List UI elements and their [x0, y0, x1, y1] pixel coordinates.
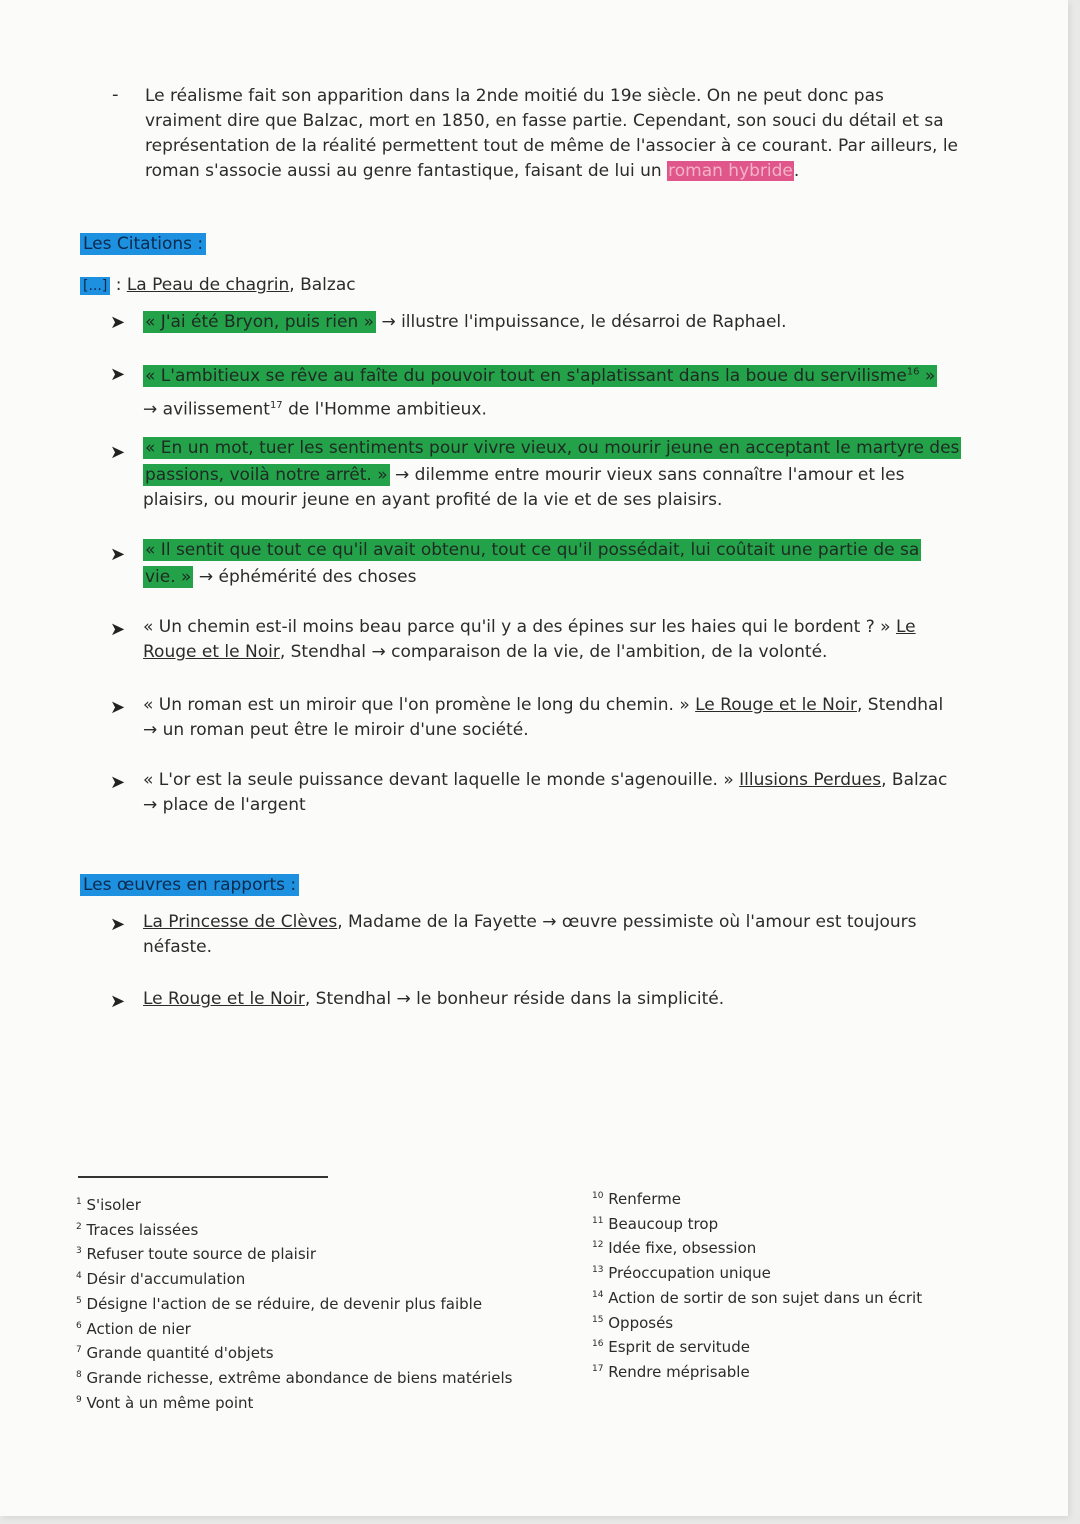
footnote-number: 15	[592, 1314, 604, 1325]
footnote-text: Vont à un même point	[86, 1393, 254, 1412]
footnote-number: 16	[592, 1339, 604, 1350]
footnote	[76, 1340, 556, 1365]
citation-item	[143, 538, 963, 590]
footnote	[592, 1186, 1012, 1211]
footnote-number: 14	[592, 1289, 604, 1300]
citation-item	[143, 436, 983, 513]
footnote-number: 9	[76, 1394, 82, 1405]
footnote-text: Désigne l'action de se réduire, de devenir plus faible	[86, 1294, 483, 1313]
footnote-text: Désir d'accumulation	[86, 1270, 246, 1289]
citations-heading	[80, 234, 206, 254]
footnote-number: 4	[76, 1271, 82, 1282]
bullet-arrow-icon: ➤	[110, 914, 126, 935]
oeuvre-title: Le Rouge et le Noir	[143, 989, 305, 1009]
footnote-number: 12	[592, 1240, 604, 1251]
citation-author: , Stendhal	[279, 642, 367, 662]
footnote-text: Idée fixe, obsession	[608, 1239, 757, 1258]
citation-quote: « Un chemin est-il moins beau parce qu'il y a des épines sur les haies qui le bordent ? »	[143, 617, 891, 637]
footnote	[76, 1241, 556, 1266]
citation-comment: → un roman peut être le miroir d'une société.	[143, 720, 529, 740]
bullet-arrow-icon: ➤	[110, 544, 126, 565]
citation-work-title-1: Le	[895, 617, 916, 637]
intro-bullet: -	[112, 84, 119, 105]
citation-author: , Stendhal	[856, 695, 944, 715]
citation-comment: → éphémérité des choses	[198, 567, 417, 587]
citation-quote: « Un roman est un miroir que l'on promène le long du chemin. »	[143, 695, 690, 715]
footnote-text: Opposés	[608, 1313, 674, 1332]
intro-line-1: Le réalisme fait son apparition dans la 2nde moitié du 19e siècle. On ne peut donc pas	[145, 86, 884, 106]
footnote-text: Traces laissées	[86, 1220, 199, 1239]
intro-line-2: vraiment dire que Balzac, mort en 1850, en fasse partie. Cependant, son souci du détail et sa	[145, 111, 944, 131]
footnote-text: Renferme	[608, 1190, 681, 1208]
footnote-text: Action de sortir de son sujet dans un écrit	[608, 1288, 923, 1307]
intro-paragraph	[145, 84, 1025, 184]
footnote-ref: 17	[269, 399, 283, 411]
citation-item	[143, 310, 787, 335]
footnote-text: Préoccupation unique	[608, 1264, 771, 1283]
footnote-number: 6	[76, 1320, 82, 1331]
footnote-number: 2	[76, 1221, 82, 1232]
citation-item	[143, 768, 1023, 818]
citation-quote-line-2: vie. »	[145, 567, 192, 587]
citation-author: , Balzac	[881, 770, 948, 790]
citation-comment: → illustre l'impuissance, le désarroi de Raphael.	[381, 312, 787, 332]
oeuvre-comment-line-1: → œuvre pessimiste où l'amour est toujours	[542, 912, 917, 932]
oeuvre-title: La Princesse de Clèves	[143, 912, 338, 932]
citation-quote-end: »	[919, 365, 936, 386]
footnote-number: 17	[592, 1363, 604, 1374]
oeuvres-heading-text: Les œuvres en rapports :	[80, 874, 299, 896]
footnote-separator	[78, 1176, 328, 1178]
footnote	[592, 1285, 1012, 1310]
footnote	[76, 1217, 556, 1242]
footnote	[76, 1365, 556, 1390]
bullet-arrow-icon: ➤	[110, 442, 126, 463]
bullet-arrow-icon: ➤	[110, 312, 126, 333]
footnote	[592, 1235, 1012, 1260]
footnote	[76, 1266, 556, 1291]
source-title: La Peau de chagrin	[126, 275, 290, 295]
citation-item	[143, 615, 1003, 665]
intro-line-3: représentation de la réalité permettent tout de même de l'associer à ce courant. Par ailleurs, le	[145, 136, 959, 156]
oeuvre-comment-line-2: néfaste.	[143, 937, 213, 957]
citation-work-title: Illusions Perdues	[739, 770, 882, 790]
footnotes-right	[592, 1186, 1012, 1384]
citation-comment: → avilissement	[143, 399, 270, 420]
footnote-text: S'isoler	[86, 1196, 141, 1214]
bullet-arrow-icon: ➤	[110, 619, 126, 640]
footnote-text: Refuser toute source de plaisir	[86, 1245, 316, 1264]
source-separator: :	[115, 275, 122, 295]
citation-comment: → comparaison de la vie, de l'ambition, de la volonté.	[371, 642, 828, 662]
footnote-number: 5	[76, 1295, 82, 1306]
oeuvres-heading	[80, 875, 299, 895]
footnote	[76, 1192, 556, 1217]
oeuvre-author: , Madame de la Fayette	[337, 912, 537, 932]
footnote-text: Grande quantité d'objets	[86, 1344, 274, 1363]
footnote	[76, 1316, 556, 1341]
footnote-text: Rendre méprisable	[608, 1362, 750, 1381]
footnote	[76, 1291, 556, 1316]
highlight-roman-hybride: roman hybride	[668, 161, 793, 181]
citation-quote-line-1: « Il sentit que tout ce qu'il avait obtenu, tout ce qu'il possédait, lui coûtait une partie de sa	[145, 540, 920, 560]
citation-item	[143, 693, 1003, 743]
footnote-number: 10	[592, 1191, 604, 1201]
citation-quote: « J'ai été Bryon, puis rien »	[145, 312, 375, 332]
oeuvre-author: , Stendhal	[304, 989, 392, 1009]
citation-quote	[143, 365, 937, 387]
footnote-number: 11	[592, 1215, 604, 1226]
citations-source	[80, 273, 356, 299]
oeuvre-item	[143, 910, 983, 960]
footnote	[592, 1260, 1012, 1285]
citation-quote: « L'or est la seule puissance devant laquelle le monde s'agenouille. »	[143, 770, 734, 790]
footnote	[592, 1334, 1012, 1359]
citation-quote-line-2: passions, voilà notre arrêt. »	[145, 465, 388, 485]
bullet-arrow-icon: ➤	[110, 772, 126, 793]
footnote-number: 3	[76, 1246, 82, 1257]
footnote	[76, 1390, 556, 1415]
footnote-ref: 16	[906, 366, 920, 377]
citation-work-title-2: Rouge et le Noir	[143, 642, 280, 662]
footnote-number: 13	[592, 1265, 604, 1276]
footnote	[592, 1211, 1012, 1236]
footnote-number: 1	[76, 1197, 82, 1207]
source-author: , Balzac	[289, 275, 356, 295]
citation-comment-end: de l'Homme ambitieux.	[282, 399, 487, 420]
citations-heading-text: Les Citations :	[80, 233, 206, 255]
citation-comment-line-2: plaisirs, ou mourir jeune en ayant profité de la vie et de ses plaisirs.	[143, 490, 723, 510]
intro-line-4	[145, 159, 1025, 184]
footnote-text: Grande richesse, extrême abondance de biens matériels	[86, 1368, 513, 1387]
oeuvre-comment: → le bonheur réside dans la simplicité.	[396, 989, 725, 1009]
citation-quote-line-1: « En un mot, tuer les sentiments pour vivre vieux, ou mourir jeune en acceptant le martyre des	[145, 438, 960, 458]
citation-work-title: Le Rouge et le Noir	[695, 695, 857, 715]
citation-comment-line-1: → dilemme entre mourir vieux sans connaître l'amour et les	[395, 465, 905, 485]
footnote-text: Beaucoup trop	[608, 1214, 719, 1233]
footnote	[592, 1359, 1012, 1384]
bullet-arrow-icon: ➤	[110, 364, 126, 385]
footnote-text: Action de nier	[86, 1319, 191, 1338]
bullet-arrow-icon: ➤	[110, 991, 126, 1012]
intro-line-4-text: roman s'associe aussi au genre fantastique, faisant de lui un	[145, 161, 662, 181]
bullet-arrow-icon: ➤	[110, 697, 126, 718]
citation-item	[143, 359, 963, 422]
footnotes-left	[76, 1192, 556, 1414]
footnote	[592, 1310, 1012, 1335]
footnote-number: 7	[76, 1345, 82, 1356]
source-tag: [...]	[80, 277, 110, 295]
footnote-number: 8	[76, 1369, 82, 1380]
footnote-text: Esprit de servitude	[608, 1338, 750, 1357]
citation-quote-text: « L'ambitieux se rêve au faîte du pouvoir tout en s'aplatissant dans la boue du servilisme	[145, 365, 907, 386]
citation-comment: → place de l'argent	[143, 795, 306, 815]
oeuvre-item	[143, 987, 983, 1012]
intro-line-4-end: .	[793, 161, 800, 181]
